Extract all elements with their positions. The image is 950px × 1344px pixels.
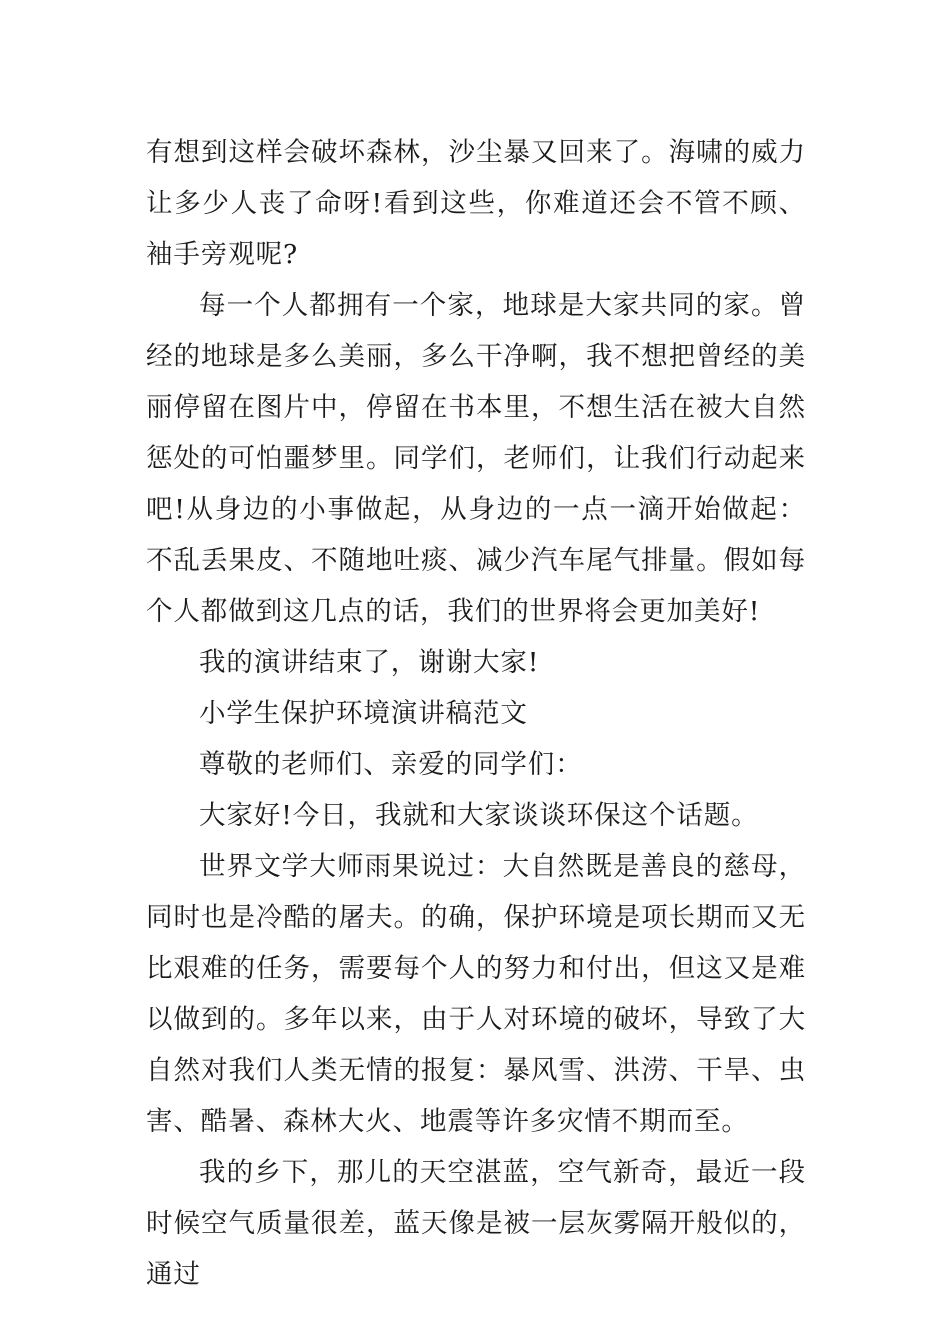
salutation: 尊敬的老师们、亲爱的同学们： (199, 749, 583, 780)
paragraph-continuation: 有想到这样会破坏森林，沙尘暴又回来了。海啸的威力让多少人丧了命呀!看到这些，你难道还会不管不顾、袖手旁观呢? (146, 137, 806, 270)
paragraph-earth-home: 每一个人都拥有一个家，地球是大家共同的家。曾经的地球是多么美丽，多么干净啊，我不想把曾经的美丽停留在图片中，停留在书本里，不想生活在被大自然惩处的可怕噩梦里。同学们，老师们，让我们行动起来吧!从身边的小事做起，从身边的一点一滴开始做起：不乱丢果皮、不随地吐痰、减少汽车尾气排量。假如每个人都做到这几点的话，我们的世界将会更加美好! (146, 290, 806, 627)
greeting: 大家好!今日，我就和大家谈谈环保这个话题。 (199, 800, 759, 831)
paragraph-hometown: 我的乡下，那儿的天空湛蓝，空气新奇，最近一段时候空气质量很差，蓝天像是被一层灰雾隔开般似的，通过 (146, 1157, 806, 1290)
paragraph-speech-end: 我的演讲结束了，谢谢大家! (199, 647, 540, 678)
section-title: 小学生保护环境演讲稿范文 (199, 698, 528, 729)
paragraph-hugo-quote: 世界文学大师雨果说过：大自然既是善良的慈母，同时也是冷酷的屠夫。的确，保护环境是项长期而又无比艰难的任务，需要每个人的努力和付出，但这又是难以做到的。多年以来，由于人对环境的破坏，导致了大自然对我们人类无情的报复：暴风雪、洪涝、干旱、虫害、酷暑、森林大火、地震等许多灾情不期而至。 (146, 851, 806, 1137)
document-body (146, 127, 806, 1300)
